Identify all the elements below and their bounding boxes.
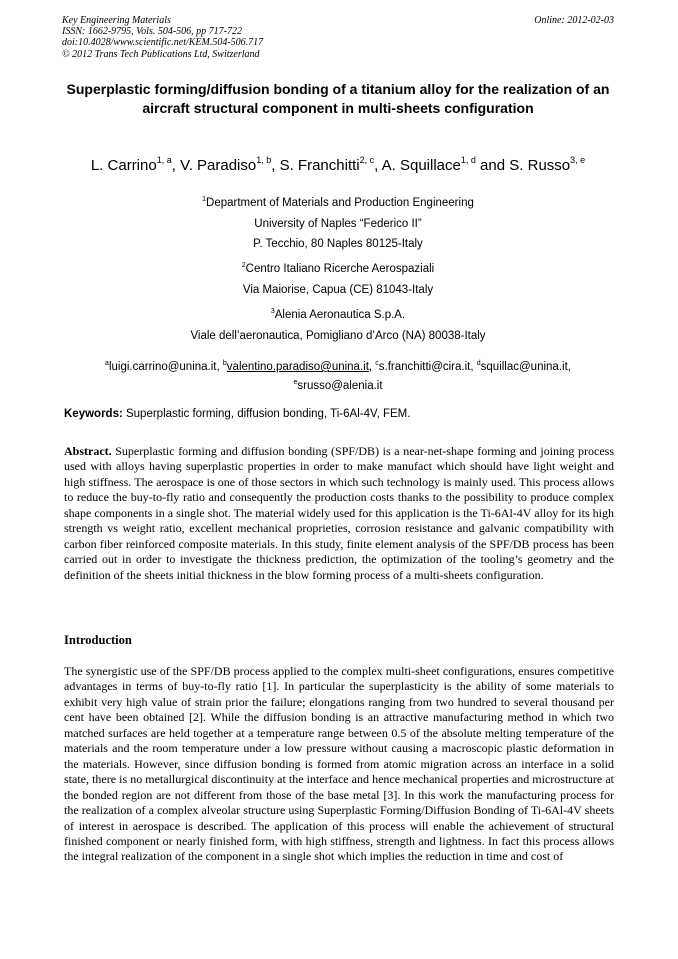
- email-sup: b: [222, 360, 227, 367]
- author-affil-sup: 1, a: [156, 155, 172, 165]
- copyright-line: © 2012 Trans Tech Publications Ltd, Switzerland: [62, 48, 260, 60]
- affiliation-line: University of Naples “Federico II”: [254, 217, 422, 230]
- author-separator: and: [475, 157, 510, 174]
- email-link[interactable]: srusso@alenia.it: [297, 380, 383, 392]
- affiliation-line: Viale dell’aeronautica, Pomigliano d’Arco (NA) 80038-Italy: [190, 329, 486, 342]
- author-name: S. Russo: [509, 157, 571, 174]
- author-affil-sup: 1, b: [256, 155, 272, 165]
- email-link[interactable]: squillac@unina.it: [480, 361, 568, 373]
- abstract-text: Superplastic forming and diffusion bonding (SPF/DB) is a near-net-shape forming and joining process used with alloys having superplastic properties in order to make manufact which should have light weight and high stiffness. The aerospace is one of those sectors in which such technology is mainly used. This process allows to reduce the buy-to-fly ratio and consequently the production costs thanks to the possibility to produce complex shape components in a single shot. The material widely used for this application is the Ti-6Al-4V alloy for its high strength vs weight ratio, excellent mechanical proprieties, corrosion resistance and galvanic compatibility with carbon fiber reinforced composite materials. In this study, finite element analysis of the SPF/DB process has been carried out in order to investigate the thickness prediction, the optimization of the tooling’s geometry and the definition of the sheets initial thickness in the blow forming process of a multi-sheets configuration.: [64, 444, 614, 582]
- email-sup: e: [293, 379, 298, 386]
- affiliation-line: Department of Materials and Production Engineering: [206, 197, 474, 209]
- author-name: V. Paradiso: [180, 157, 257, 174]
- author-name: A. Squillace: [381, 157, 461, 174]
- abstract-label: Abstract.: [64, 444, 112, 458]
- email-separator: ,: [567, 361, 571, 373]
- email-link[interactable]: valentino.paradiso@unina.it: [226, 361, 369, 373]
- online-date: Online: 2012-02-03: [534, 15, 614, 26]
- affiliation-sup: 2: [241, 262, 246, 269]
- introduction-heading: Introduction: [64, 633, 132, 647]
- email-sup: d: [476, 360, 481, 367]
- affiliation-sup: 1: [202, 196, 207, 203]
- author-separator: ,: [271, 157, 280, 174]
- email-separator: ,: [470, 361, 477, 373]
- author-name: L. Carrino: [90, 157, 157, 174]
- affiliation-line: Via Maiorise, Capua (CE) 81043-Italy: [242, 283, 434, 296]
- author-separator: ,: [374, 157, 382, 174]
- author-affil-sup: 1, d: [460, 155, 476, 165]
- keywords-text: Superplastic forming, diffusion bonding, Ti-6Al-4V, FEM.: [122, 408, 411, 420]
- issn-line: ISSN: 1662-9795, Vols. 504-506, pp 717-722: [62, 26, 242, 38]
- keywords-label: Keywords:: [64, 408, 123, 420]
- author-separator: ,: [171, 157, 181, 174]
- affiliation-2: [62, 259, 614, 300]
- abstract-paragraph: [64, 444, 614, 583]
- email-list: [62, 358, 614, 396]
- affiliation-line: Centro Italiano Ricerche Aerospaziali: [245, 263, 435, 275]
- journal-header: [62, 15, 263, 60]
- author-list: [62, 156, 614, 176]
- email-sup: c: [375, 360, 379, 367]
- doi-line: doi:10.4028/www.scientific.net/KEM.504-506.717: [62, 37, 264, 49]
- email-separator: ,: [216, 361, 223, 373]
- author-name: S. Franchitti: [279, 157, 360, 174]
- email-separator: ,: [368, 361, 376, 373]
- affiliation-3: [62, 305, 614, 346]
- email-sup: a: [105, 360, 109, 367]
- affiliation-1: [62, 193, 614, 255]
- email-link[interactable]: luigi.carrino@unina.it: [108, 361, 217, 373]
- affiliation-line: P. Tecchio, 80 Naples 80125-Italy: [253, 238, 423, 250]
- email-link[interactable]: s.franchitti@cira.it: [378, 361, 471, 373]
- affiliation-sup: 3: [270, 308, 275, 315]
- author-affil-sup: 3, e: [570, 155, 586, 165]
- keywords-line: [64, 406, 410, 422]
- introduction-paragraph: The synergistic use of the SPF/DB process applied to the complex multi-sheet configurations, ensures competitive advantages in terms of buy-to-fly ratio [1]. In particular the superplasticity is the ability of some materials to exhibit very high value of strain prior the failure; elongations ranging from two hundred to several thousand per cent have been obtained [2]. While the diffusion bonding is an attractive manufacturing method in which two matched surfaces are held together at a temperature range between 0.5 of the absolute melting temperature of the materials and the room temperature under a low pressure without causing a macroscopic plastic deformation in the materials. However, since diffusion bonding is formed from atomic migration across an interface in a solid state, there is no metallurgical discontinuity at the interface and hence mechanical properties and microstructure at the bonded region are not different from those of the base metal [3]. In this work the manufacturing process for the realization of a complex alveolar structure using Superplastic Forming/Diffusion Bonding of Ti-6Al-4V sheets of interest in aerospace is described. The application of this process will enable the achievement of structural finished component or nearly finished form, with high stiffness, strength and lightness. In fact this process allows the integral realization of the component in a single shot which implies the reduction in time and cost of: [64, 664, 614, 864]
- paper-title: Superplastic forming/diffusion bonding of a titanium alloy for the realization of an aircraft structural component in multi-sheets configuration: [66, 81, 610, 116]
- journal-name: Key Engineering Materials: [62, 15, 171, 26]
- author-affil-sup: 2, c: [359, 155, 375, 165]
- affiliation-line: Alenia Aeronautica S.p.A.: [274, 309, 406, 321]
